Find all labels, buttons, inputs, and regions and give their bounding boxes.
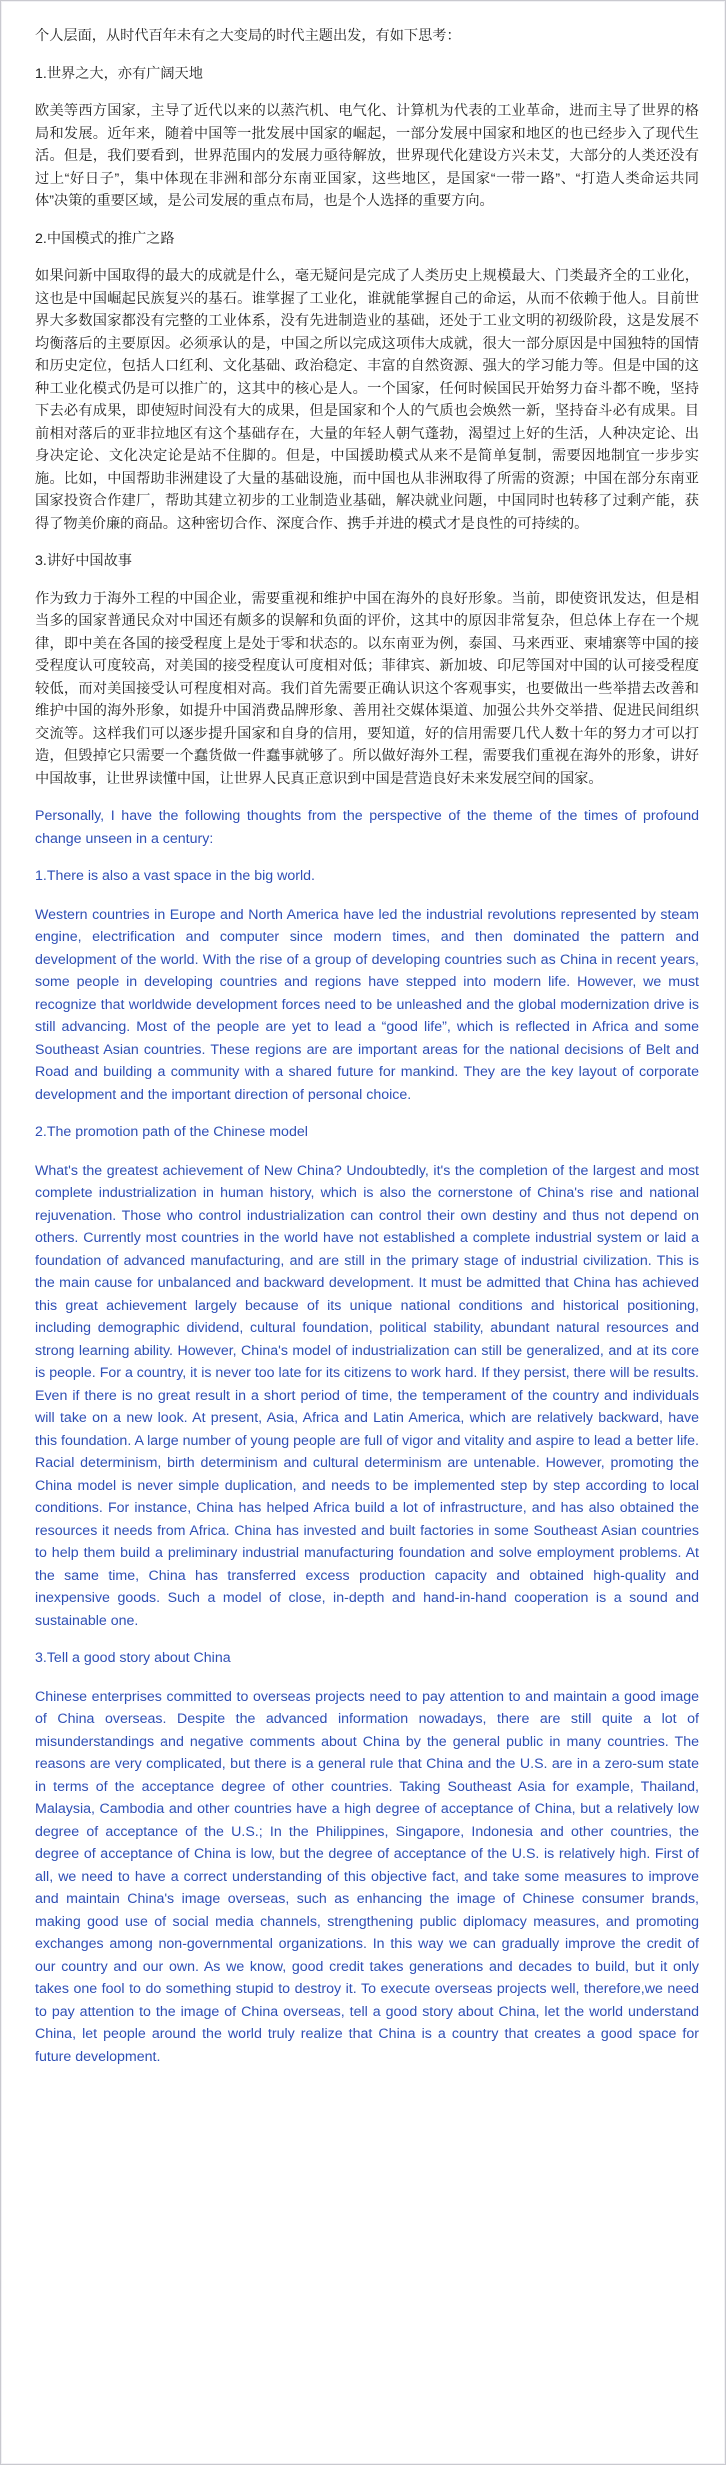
chinese-heading-1: 1.世界之大，亦有广阔天地 bbox=[35, 65, 203, 82]
chinese-paragraph-2: 如果问新中国取得的最大的成就是什么，毫无疑问是完成了人类历史上规模最大、门类最齐全的工业化，这也是中国崛起民族复兴的基石。谁掌握了工业化，谁就能掌握自己的命运，从而不依赖于他人。目前世界大多数国家都没有完整的工业体系，没有先进制造业的基础，还处于工业文明的初级阶段，这是发展不均衡落后的主要原因。必须承认的是，中国之所以完成这项伟大成就，很大一部分原因是中国独特的国情和历史定位，包括人口红利、文化基础、政治稳定、丰富的自然资源、强大的学习能力等。但是中国的这种工业化模式仍是可以推广的，这其中的核心是人。一个国家，任何时候国民开始努力奋斗都不晚，坚持下去必有成果，即使短时间没有大的成果，但是国家和个人的气质也会焕然一新，坚持奋斗必有成果。目前相对落后的亚非拉地区有这个基础存在，大量的年轻人朝气蓬勃，渴望过上好的生活，人种决定论、出身决定论、文化决定论是站不住脚的。但是，中国援助模式从来不是简单复制，需要因地制宜一步步实施。比如，中国帮助非洲建设了大量的基础设施，而中国也从非洲取得了所需的资源；中国在部分东南亚国家投资合作建厂，帮助其建立初步的工业制造业基础，解决就业问题，中国同时也转移了过剩产能，获得了物美价廉的商品。这种密切合作、深度合作、携手并进的模式才是良性的可持续的。 bbox=[35, 268, 699, 532]
chinese-section bbox=[35, 25, 699, 790]
chinese-paragraph-1: 欧美等西方国家，主导了近代以来的以蒸汽机、电气化、计算机为代表的工业革命，进而主导了世界的格局和发展。近年来，随着中国等一批发展中国家的崛起，一部分发展中国家和地区的也已经步入了现代生活。但是，我们要看到，世界范围内的发展力亟待解放，世界现代化建设方兴未艾，大部分的人类还没有过上“好日子”，集中体现在非洲和部分东南亚国家，这些地区，是国家“一带一路”、“打造人类命运共同体”决策的重要区域，是公司发展的重点布局，也是个人选择的重要方向。 bbox=[35, 103, 699, 209]
chinese-intro: 个人层面，从时代百年未有之大变局的时代主题出发，有如下思考： bbox=[35, 28, 461, 44]
english-paragraph-1: Western countries in Europe and North America have led the industrial revolutions represented by steam engine, electrification and computer since modern times, and then dominated the pattern and development of the world. With the rise of a group of developing countries such as China in recent years, some people in developing countries and regions have stepped into modern life. However, we must recognize that worldwide development forces need to be unleashed and the global modernization drive is still advancing. Most of the people are yet to lead a “good life”, which is reflected in Africa and some Southeast Asian countries. These regions are are important areas for the national decisions of Belt and Road and building a community with a shared future for mankind. They are the key layout of corporate development and the important direction of personal choice. bbox=[35, 906, 699, 1103]
chinese-paragraph-3: 作为致力于海外工程的中国企业，需要重视和维护中国在海外的良好形象。当前，即使资讯发达，但是相当多的国家普通民众对中国还有颇多的误解和负面的评价，这其中的原因非常复杂，但总体上存在一个规律，即中美在各国的接受程度上是处于零和状态的。以东南亚为例，泰国、马来西亚、柬埔寨等中国的接受程度认可度较高，对美国的接受程度认可度相对低；菲律宾、新加坡、印尼等国对中国的认可接受程度较低，而对美国接受认可程度相对高。我们首先需要正确认识这个客观事实，也要做出一些举措去改善和维护中国的海外形象，如提升中国消费品牌形象、善用社交媒体渠道、加强公共外交举措、促进民间组织交流等。这样我们可以逐步提升国家和自身的信用，要知道，好的信用需要几代人数十年的努力才可以打造，但毁掉它只需要一个蠢货做一件蠢事就够了。所以做好海外工程，需要我们重视在海外的形象，讲好中国故事，让世界读懂中国，让世界人民真正意识到中国是营造良好未来发展空间的国家。 bbox=[35, 590, 699, 787]
english-paragraph-3: Chinese enterprises committed to overseas projects need to pay attention to and maintain a good image of China overseas. Despite the advanced information nowadays, there are still quite a lot of misunderstandings and negative comments about China by the general public in many countries. The reasons are very complicated, but there is a general rule that China and the U.S. are in a zero-sum state in terms of the acceptance degree of other countries. Taking Southeast Asia for example, Thailand, Malaysia, Cambodia and other countries have a high degree of acceptance of China, but a relatively low degree of acceptance of the U.S.; In the Philippines, Singapore, Indonesia and other countries, the degree of acceptance of China is low, but the degree of acceptance of the U.S. is relatively high. First of all, we need to have a correct understanding of this objective fact, and take some measures to improve and maintain China's image overseas, such as enhancing the image of Chinese consumer brands, making good use of social media channels, strengthening public diplomacy measures, and promoting exchanges among non-governmental organizations. In this way we can gradually improve the credit of our country and our own. As we know, good credit takes generations and decades to build, but it only takes one fool to do something stupid to destroy it. To execute overseas projects well, therefore,we need to pay attention to the image of China overseas, tell a good story about China, let the world understand China, let people around the world truly realize that China is a country that creates a good space for future development. bbox=[35, 1688, 699, 2065]
chinese-heading-3: 3.讲好中国故事 bbox=[35, 553, 132, 569]
english-paragraph-2: What's the greatest achievement of New China? Undoubtedly, it's the completion of the largest and most complete industrialization in human history, which is also the cornerstone of China's rise and national rejuvenation. Those who control industrialization can control their own destiny and thus not depend on others. Currently most countries in the world have not established a complete industrial system or laid a foundation of advanced manufacturing, and are still in the primary stage of industrial civilization. This is the main cause for unbalanced and backward development. It must be admitted that China has achieved this great achievement largely because of its unique national conditions and historical positioning, including demographic dividend, cultural foundation, political stability, abundant natural resources and strong learning ability. However, China's model of industrialization can still be generalized, and at its core is people. For a country, it is never too late for its citizens to work hard. If they persist, there will be results. Even if there is no great result in a short period of time, the temperament of the country and individuals will take on a new look. At present, Asia, Africa and Latin America, which are relatively backward, have this foundation. A large number of young people are full of vigor and vitality and aspire to lead a better life. Racial determinism, birth determinism and cultural determinism are untenable. However, promoting the China model is never simple duplication, and needs to be implemented step by step according to local conditions. For instance, China has helped Africa build a lot of infrastructure, and has also obtained the resources it needs from Africa. China has invested and built factories in some Southeast Asian countries to help them build a preliminary industrial manufacturing foundation and solve employment problems. At the same time, China has transferred excess production capacity and obtained high-quality and inexpensive goods. Such a model of close, in-depth and hand-in-hand cooperation is a sound and sustainable one. bbox=[35, 1162, 699, 1629]
english-heading-3: 3.Tell a good story about China bbox=[35, 1650, 231, 1666]
english-heading-2: 2.The promotion path of the Chinese model bbox=[35, 1124, 308, 1140]
english-section bbox=[35, 805, 699, 2068]
chinese-heading-2: 2.中国模式的推广之路 bbox=[35, 230, 175, 247]
english-heading-1: 1.There is also a vast space in the big world. bbox=[35, 868, 315, 884]
english-intro: Personally, I have the following thoughts from the perspective of the theme of the times of profound change unseen in a century: bbox=[35, 808, 699, 847]
